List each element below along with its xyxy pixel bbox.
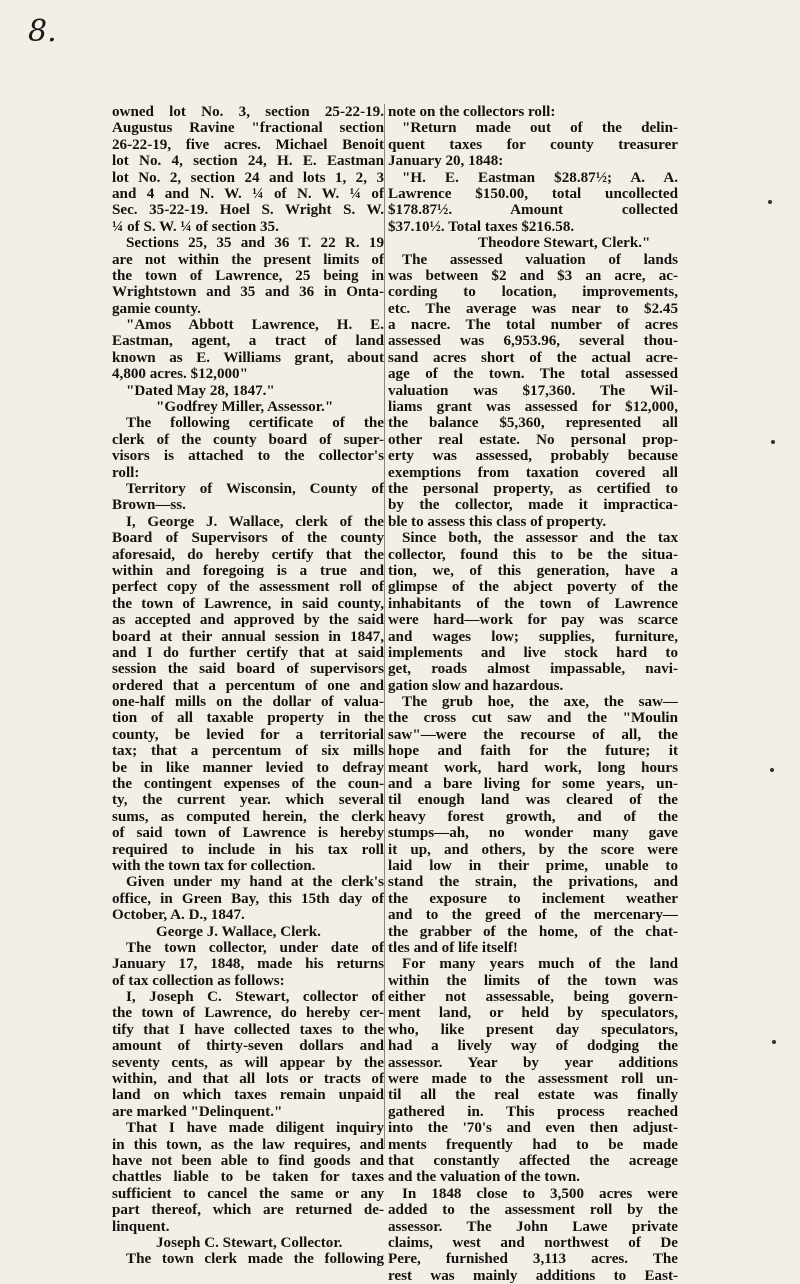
scan-speck	[768, 200, 772, 204]
text-line: tify that I have collected taxes to the	[112, 1021, 384, 1038]
text-line: George J. Wallace, Clerk.	[156, 923, 321, 940]
text-line: part thereof, which are returned de-	[112, 1202, 384, 1219]
text-line: tles and of life itself!	[388, 939, 518, 956]
text-line: board at their annual session in 1847,	[112, 628, 384, 645]
text-line: "Dated May 28, 1847."	[126, 382, 275, 399]
text-line: The grub hoe, the axe, the saw—	[402, 694, 678, 711]
text-line: within, and that all lots or tracts of	[112, 1071, 384, 1088]
text-line: was between $2 and $3 an acre, ac-	[388, 267, 678, 284]
text-line: tion, we, of this generation, have a	[388, 562, 678, 579]
text-line: Given under my hand at the clerk's	[126, 874, 384, 891]
text-line: stumps—ah, no wonder many gave	[388, 825, 678, 842]
text-line: For many years much of the land	[402, 956, 678, 973]
text-line: perfect copy of the assessment roll of	[112, 579, 384, 596]
text-line: "H. E. Eastman $28.87½; A. A.	[402, 169, 678, 186]
text-line: and a bare living for some years, un-	[388, 776, 678, 793]
text-line: of said town of Lawrence is hereby	[112, 825, 384, 842]
text-line: til all the real estate was finally	[388, 1087, 678, 1104]
text-line: the town of Lawrence, do hereby cer-	[112, 1005, 384, 1022]
text-line: session the said board of supervisors	[112, 661, 384, 678]
text-line: and to the greed of the mercenary—	[388, 907, 678, 924]
text-line: January 17, 1848, made his returns	[112, 956, 384, 973]
text-line: ty, the current year. which several	[112, 792, 384, 809]
text-line: lot No. 2, section 24 and lots 1, 2, 3	[112, 169, 384, 186]
text-line: the town of Lawrence, 25 being in	[112, 267, 384, 284]
scan-speck	[772, 1040, 776, 1044]
text-line: as accepted and approved by the said	[112, 612, 384, 629]
text-line: amount of thirty-seven dollars and	[112, 1038, 384, 1055]
text-line: Wrightstown and 35 and 36 in Onta-	[112, 284, 384, 301]
text-line: the exposure to inclement weather	[388, 890, 678, 907]
text-line: had a lively way of dodging the	[388, 1038, 678, 1055]
text-line: the town of Lawrence, in said county,	[112, 595, 384, 612]
text-line: assessed was 6,953.96, several thou-	[388, 333, 678, 350]
text-line: it up, and others, by the score were	[388, 841, 678, 858]
text-line: quent taxes for county treasurer	[388, 136, 678, 153]
text-line: til enough land was cleared of the	[388, 792, 678, 809]
text-line: Pere, furnished 3,113 acres. The	[388, 1251, 678, 1268]
text-line: Since both, the assessor and the tax	[402, 530, 678, 547]
text-line: saw"—were the recourse of all, the	[388, 726, 678, 743]
text-line: January 20, 1848:	[388, 153, 504, 170]
text-line: etc. The average was near to $2.45	[388, 300, 678, 317]
text-line: glimpse of the abject poverty of the	[388, 579, 678, 596]
text-line: and the valuation of the town.	[388, 1169, 581, 1186]
text-line: stand the strain, the privations, and	[388, 874, 678, 891]
text-line: ment land, or held by speculators,	[388, 1005, 678, 1022]
text-line: assessor. The John Lawe private	[388, 1218, 678, 1235]
text-line: seventy cents, as will appear by the	[112, 1054, 384, 1071]
text-line: I, George J. Wallace, clerk of the	[126, 513, 384, 530]
text-line: note on the collectors roll:	[388, 104, 556, 120]
text-line: in this town, as the law requires, and	[112, 1136, 384, 1153]
text-line: office, in Green Bay, this 15th day of	[112, 890, 384, 907]
text-line: roll:	[112, 464, 140, 481]
text-line: that constantly affected the acreage	[388, 1153, 678, 1169]
text-line: I, Joseph C. Stewart, collector of	[126, 989, 384, 1006]
text-line: have not been able to find goods and	[112, 1153, 384, 1169]
text-line: "Amos Abbott Lawrence, H. E.	[126, 317, 384, 334]
text-line: The assessed valuation of lands	[402, 251, 678, 268]
text-line: by the collector, made it impractica-	[388, 497, 678, 514]
text-line: "Return made out of the delin-	[402, 120, 678, 137]
text-line: either not assessable, being govern-	[388, 989, 678, 1006]
text-line: The following certificate of the	[126, 415, 384, 432]
text-line: gathered in. This process reached	[388, 1103, 678, 1120]
text-line: and 4 and N. W. ¼ of N. W. ¼ of	[112, 185, 384, 202]
text-line: cording to location, improvements,	[388, 284, 678, 301]
text-line: heavy forest growth, and of the	[388, 808, 678, 825]
text-line: laid low in their prime, unable to	[388, 857, 678, 874]
text-line: $37.10½. Total taxes $216.58.	[388, 218, 575, 235]
text-line: into the '70's and even then adjust-	[388, 1120, 678, 1137]
text-line: Sec. 35-22-19. Hoel S. Wright S. W.	[112, 202, 384, 219]
text-line: and wages low; supplies, furniture,	[388, 628, 678, 645]
text-line: hope and faith for the future; it	[388, 743, 678, 760]
text-line: "Godfrey Miller, Assessor."	[156, 399, 334, 416]
text-line: gation slow and hazardous.	[388, 677, 564, 694]
text-line: are marked "Delinquent."	[112, 1103, 283, 1120]
text-line: ments frequently had to be made	[388, 1136, 678, 1153]
text-line: with the town tax for collection.	[112, 857, 316, 874]
text-line: sand acres short of the actual acre-	[388, 349, 678, 366]
text-line: were hard—work for pay was scarce	[388, 612, 678, 629]
text-line: tion of all taxable property in the	[112, 710, 384, 727]
page-number: 8.	[28, 14, 57, 49]
text-line: aforesaid, do hereby certify that the	[112, 546, 384, 563]
text-line: $178.87½. Amount collected	[388, 202, 678, 219]
text-line: sums, as computed herein, the clerk	[112, 808, 384, 825]
text-line: Theodore Stewart, Clerk."	[478, 235, 651, 252]
text-line: be in like manner levied to defray	[112, 759, 384, 776]
left-column	[112, 104, 384, 1268]
text-line: erty was assessed, probably because	[388, 448, 678, 465]
text-line: implements and live stock hard to	[388, 644, 678, 661]
text-line: Sections 25, 35 and 36 T. 22 R. 19	[126, 235, 384, 252]
text-line: within the limits of the town was	[388, 972, 678, 989]
text-line: clerk of the county board of super-	[112, 431, 384, 448]
text-line: a nacre. The total number of acres	[388, 317, 678, 334]
text-line: valuation was $17,360. The Wil-	[388, 382, 678, 399]
text-line: meant work, hard work, long hours	[388, 759, 678, 776]
text-line: Territory of Wisconsin, County of	[126, 480, 384, 497]
text-line: 26-22-19, five acres. Michael Benoit	[112, 136, 384, 153]
text-line: chattles liable to be taken for taxes	[112, 1169, 384, 1186]
text-line: The town clerk made the following	[126, 1251, 384, 1268]
text-line: known as E. Williams grant, about	[112, 349, 384, 366]
text-line: claims, west and northwest of De	[388, 1234, 678, 1251]
text-line: linquent.	[112, 1218, 170, 1235]
text-line: liams grant was assessed for $12,000,	[388, 399, 678, 416]
text-line: other real estate. No personal prop-	[388, 431, 678, 448]
text-line: ordered that a percentum of one and	[112, 677, 384, 694]
text-line: required to include in his tax roll	[112, 841, 384, 858]
text-line: Board of Supervisors of the county	[112, 530, 384, 547]
text-line: October, A. D., 1847.	[112, 907, 245, 924]
text-line: the balance $5,360, represented all	[388, 415, 678, 432]
text-line: the personal property, as certified to	[388, 480, 678, 497]
scan-speck	[770, 768, 774, 772]
text-line: within and foregoing is a true and	[112, 562, 384, 579]
text-line: Brown—ss.	[112, 497, 186, 514]
text-line: age of the town. The total assessed	[388, 366, 678, 383]
text-line: added to the assessment roll by the	[388, 1202, 678, 1219]
text-line: rest was mainly additions to East-	[388, 1267, 678, 1284]
text-line: are not within the present limits of	[112, 251, 384, 268]
text-line: inhabitants of the town of Lawrence	[388, 595, 678, 612]
text-line: get, roads almost impassable, navi-	[388, 661, 678, 678]
text-line: 4,800 acres. $12,000"	[112, 366, 248, 383]
text-line: Eastman, agent, a tract of land	[112, 333, 384, 350]
text-line: who, like present day speculators,	[388, 1021, 678, 1038]
text-line: The town collector, under date of	[126, 939, 384, 956]
text-line: gamie county.	[112, 300, 201, 317]
text-line: and I do further certify that at said	[112, 644, 384, 661]
text-line: sufficient to cancel the same or any	[112, 1185, 384, 1202]
text-line: visors is attached to the collector's	[112, 448, 384, 465]
text-line: owned lot No. 3, section 25-22-19.	[112, 104, 384, 120]
text-line: tax; that a percentum of six mills	[112, 743, 384, 760]
right-column	[388, 104, 678, 1284]
text-line: Augustus Ravine "fractional section	[112, 120, 384, 137]
text-line: the grabber of the home, of the chat-	[388, 923, 678, 940]
scan-speck	[771, 440, 775, 444]
text-line: county, be levied for a territorial	[112, 726, 384, 743]
text-line: the contingent expenses of the coun-	[112, 776, 384, 793]
text-line: In 1848 close to 3,500 acres were	[402, 1185, 678, 1202]
text-line: That I have made diligent inquiry	[126, 1120, 384, 1137]
text-line: were made to the assessment roll un-	[388, 1071, 678, 1088]
text-line: the cross cut saw and the "Moulin	[388, 710, 678, 727]
text-line: exemptions from taxation covered all	[388, 464, 678, 481]
text-line: of tax collection as follows:	[112, 972, 285, 989]
text-line: assessor. Year by year additions	[388, 1054, 678, 1071]
text-line: land on which taxes remain unpaid	[112, 1087, 384, 1104]
text-line: collector, found this to be the situa-	[388, 546, 678, 563]
text-line: one-half mills on the dollar of valua-	[112, 694, 384, 711]
text-line: lot No. 4, section 24, H. E. Eastman	[112, 153, 384, 170]
text-line: Joseph C. Stewart, Collector.	[156, 1234, 343, 1251]
text-line: ¼ of S. W. ¼ of section 35.	[112, 218, 279, 235]
text-line: ble to assess this class of property.	[388, 513, 607, 530]
column-divider	[384, 104, 385, 1149]
text-line: Lawrence $150.00, total uncollected	[388, 185, 678, 202]
